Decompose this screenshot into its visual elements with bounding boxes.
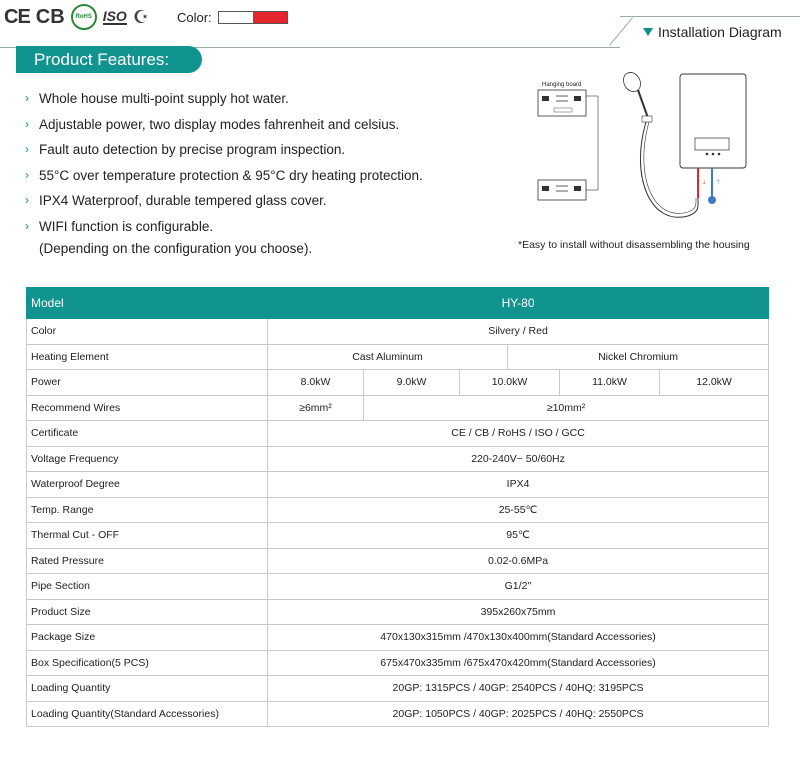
list-item [25, 188, 455, 214]
hanging-board-lower [538, 180, 586, 200]
row-label: Product Size [27, 599, 268, 625]
row-label: Voltage Frequency [27, 446, 268, 472]
row-value: 20GP: 1050PCS / 40GP: 2025PCS / 40HQ: 2550PCS [268, 701, 769, 727]
table-row [27, 344, 769, 370]
row-value: Silvery / Red [268, 319, 769, 345]
table-row [27, 523, 769, 549]
table-row [27, 676, 769, 702]
header-divider-notch [609, 17, 633, 45]
triangle-down-icon [643, 28, 653, 36]
row-value: CE / CB / RoHS / ISO / GCC [268, 421, 769, 447]
table-row [27, 548, 769, 574]
feature-note: (Depending on the configuration you choose). [39, 241, 313, 256]
ce-mark-icon: CE [4, 5, 30, 28]
row-value: 220-240V~ 50/60Hz [268, 446, 769, 472]
color-label: Color: [176, 9, 212, 25]
model-label: Model [27, 288, 268, 319]
row-value: 470x130x315mm /470x130x400mm(Standard Accessories) [268, 625, 769, 651]
iso-mark-icon: ISO [102, 8, 127, 24]
feature-text: 55°C over temperature protection & 95°C dry heating protection. [39, 167, 423, 183]
row-label: Package Size [27, 625, 268, 651]
chevron-right-icon: › [25, 116, 29, 131]
installation-diagram-heading [643, 24, 782, 40]
installation-diagram [520, 66, 780, 236]
row-label: Pipe Section [27, 574, 268, 600]
feature-text: WIFI function is configurable. [39, 218, 214, 234]
list-item [25, 214, 455, 240]
swatch-red [253, 12, 287, 23]
row-label: Box Specification(5 PCS) [27, 650, 268, 676]
chevron-right-icon: › [25, 167, 29, 182]
spec-table [26, 287, 769, 727]
chevron-right-icon: › [25, 218, 29, 233]
diagram-note: *Easy to install without disassembling the housing [518, 239, 750, 251]
product-features-title: Product Features: [16, 46, 202, 73]
row-label: Waterproof Degree [27, 472, 268, 498]
row-value: 10.0kW [460, 370, 560, 396]
header-divider-right [620, 16, 800, 17]
row-value: 0.02-0.6MPa [268, 548, 769, 574]
row-label: Loading Quantity [27, 676, 268, 702]
arrow-down-icon: ↓ [702, 177, 706, 186]
ccc-mark-icon: ☪ [132, 6, 149, 27]
row-value: 95℃ [268, 523, 769, 549]
feature-list [25, 86, 455, 259]
row-label: Certificate [27, 421, 268, 447]
row-value: 25-55℃ [268, 497, 769, 523]
table-row [27, 625, 769, 651]
list-item [25, 86, 455, 112]
row-label: Thermal Cut - OFF [27, 523, 268, 549]
table-row [27, 370, 769, 396]
hanging-board-label: Hanging board [542, 82, 582, 88]
row-value: ≥6mm² [268, 395, 364, 421]
row-value: Cast Aluminum [268, 344, 508, 370]
row-value: 8.0kW [268, 370, 364, 396]
chevron-right-icon: › [25, 142, 29, 156]
row-value: 20GP: 1315PCS / 40GP: 2540PCS / 40HQ: 3195PCS [268, 676, 769, 702]
table-row [27, 701, 769, 727]
table-row [27, 574, 769, 600]
row-label: Color [27, 319, 268, 345]
hanging-board-upper [538, 90, 586, 116]
table-row [27, 446, 769, 472]
row-value: 12.0kW [660, 370, 769, 396]
row-value: Nickel Chromium [508, 344, 769, 370]
chevron-right-icon: › [25, 91, 29, 105]
feature-text: Fault auto detection by precise program inspection. [39, 142, 346, 157]
table-row [27, 319, 769, 345]
row-label: Heating Element [27, 344, 268, 370]
row-label: Rated Pressure [27, 548, 268, 574]
feature-text: Whole house multi-point supply hot water. [39, 91, 289, 106]
installation-diagram-title: Installation Diagram [658, 24, 782, 40]
row-label: Recommend Wires [27, 395, 268, 421]
row-value: IPX4 [268, 472, 769, 498]
row-label: Loading Quantity(Standard Accessories) [27, 701, 268, 727]
heater-unit [680, 74, 746, 168]
row-value: 395x260x75mm [268, 599, 769, 625]
color-swatch [218, 11, 288, 24]
row-value: ≥10mm² [364, 395, 769, 421]
model-value: HY-80 [268, 288, 769, 319]
table-row [27, 497, 769, 523]
table-row [27, 599, 769, 625]
certification-strip [4, 5, 288, 29]
row-value: 675x470x335mm /675x470x420mm(Standard Accessories) [268, 650, 769, 676]
table-row [27, 395, 769, 421]
chevron-right-icon: › [25, 193, 29, 207]
cold-inlet-icon [708, 196, 716, 204]
row-label: Temp. Range [27, 497, 268, 523]
list-item [25, 137, 455, 163]
rohs-badge-icon: RoHS [71, 4, 97, 30]
table-header-row [27, 288, 769, 319]
row-value: 9.0kW [364, 370, 460, 396]
table-row [27, 472, 769, 498]
row-label: Power [27, 370, 268, 396]
table-row [27, 421, 769, 447]
row-value: 11.0kW [560, 370, 660, 396]
swatch-silvery [219, 12, 253, 23]
row-value: G1/2'' [268, 574, 769, 600]
feature-text: IPX4 Waterproof, durable tempered glass cover. [39, 193, 327, 208]
list-item [25, 112, 455, 138]
feature-text: Adjustable power, two display modes fahrenheit and celsius. [39, 116, 400, 132]
table-row [27, 650, 769, 676]
cb-mark-icon: CB [35, 5, 65, 28]
arrow-up-icon: ↑ [716, 177, 720, 186]
list-item [25, 163, 455, 189]
shower-head-icon [620, 69, 652, 122]
